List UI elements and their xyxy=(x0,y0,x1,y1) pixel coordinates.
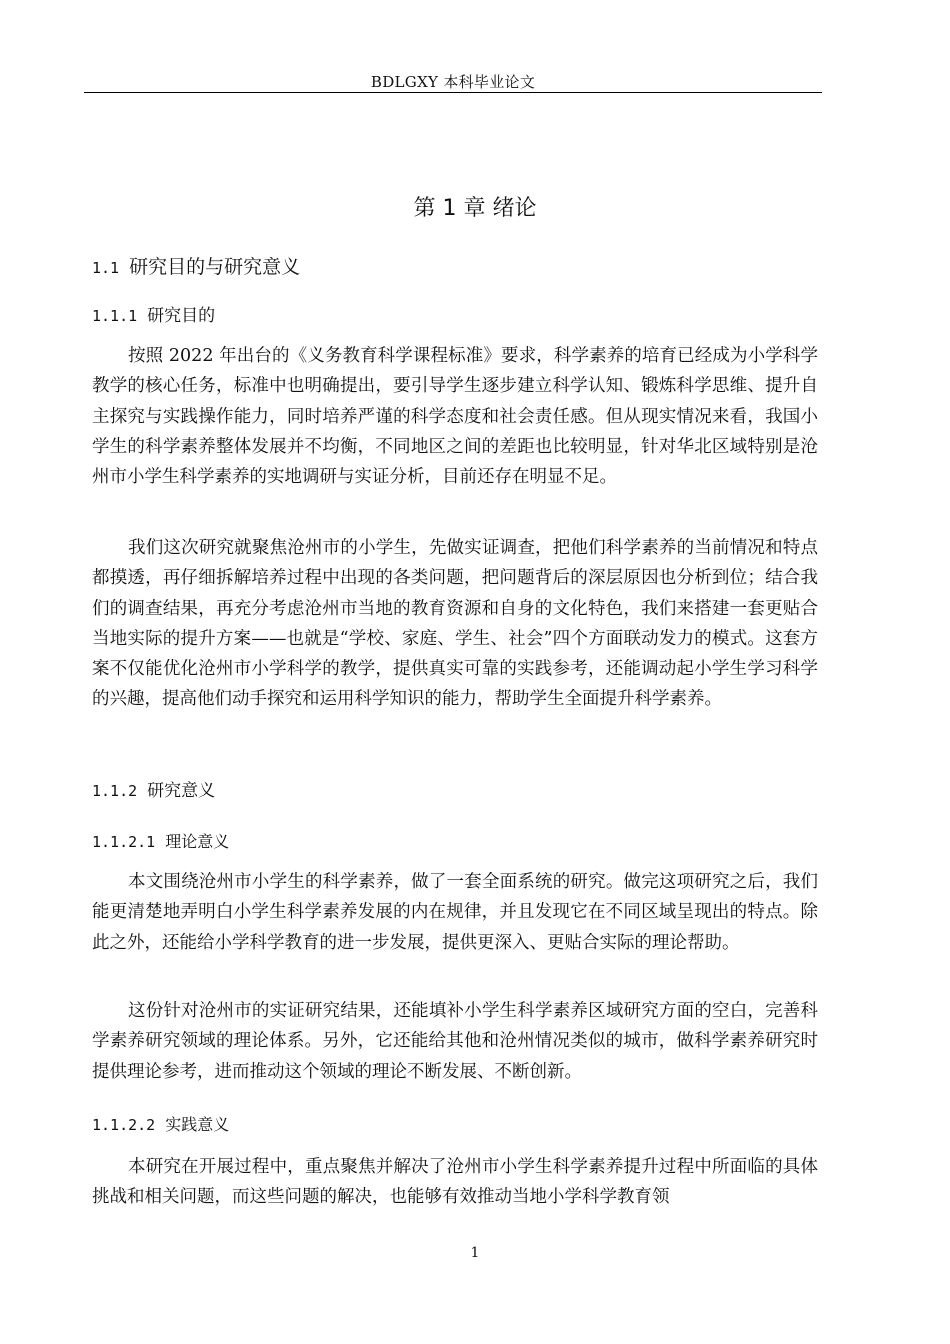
paragraph-theory-1: 本文围绕沧州市小学生的科学素养，做了一套全面系统的研究。做完这项研究之后，我们能更清楚地弄明白小学生科学素养发展的内在规律，并且发现它在不同区域呈现出的特点。除此之外，还能给小学科学教育的进一步发展，提供更深入、更贴合实际的理论帮助。 xyxy=(92,872,818,953)
paragraph-purpose-2: 我们这次研究就聚焦沧州市的小学生，先做实证调查，把他们科学素养的当前情况和特点都摸透，再仔细拆解培养过程中出现的各类问题，把问题背后的深层原因也分析到位；结合我们的调查结果，再充分考虑沧州市当地的教育资源和自身的文化特色，我们来搭建一套更贴合当地实际的提升方案——也就是“学校、家庭、学生、社会”四个方面联动发力的模式。这套方案不仅能优化沧州市小学科学的教学，提供真实可靠的实践参考，还能调动起小学生学习科学的兴趣，提高他们动手探究和运用科学知识的能力，帮助学生全面提升科学素养。 xyxy=(92,538,818,710)
section-title: 研究目的与研究意义 xyxy=(129,256,301,278)
section-number: 1.1.2.2 xyxy=(92,1116,156,1134)
paragraph-purpose-1: 按照 2022 年出台的《义务教育科学课程标准》要求，科学素养的培育已经成为小学科学教学的核心任务，标准中也明确提出，要引导学生逐步建立科学认知、锻炼科学思维、提升自主探究与实践操作能力，同时培养严谨的科学态度和社会责任感。但从现实情况来看，我国小学生的科学素养整体发展并不均衡，不同地区之间的差距也比较明显，针对华北区域特别是沧州市小学生科学素养的实地调研与实证分析，目前还存在明显不足。 xyxy=(92,346,818,488)
page-header: BDLGXY 本科毕业论文 xyxy=(370,73,536,91)
section-title: 实践意义 xyxy=(165,1115,230,1134)
section-heading-1-1-2 xyxy=(92,778,215,804)
section-number: 1.1.1 xyxy=(92,307,138,325)
section-number: 1.1 xyxy=(92,259,120,277)
section-heading-1-1-2-2 xyxy=(92,1112,229,1138)
section-heading-1-1-2-1 xyxy=(92,829,229,855)
paragraph-practice-1: 本研究在开展过程中，重点聚焦并解决了沧州市小学生科学素养提升过程中所面临的具体挑战和相关问题，而这些问题的解决，也能够有效推动当地小学科学教育领 xyxy=(92,1157,818,1208)
paragraph-theory-2: 这份针对沧州市的实证研究结果，还能填补小学生科学素养区域研究方面的空白，完善科学素养研究领域的理论体系。另外，它还能给其他和沧州情况类似的城市，做科学素养研究时提供理论参考，进而推动这个领域的理论不断发展、不断创新。 xyxy=(92,1001,818,1082)
section-number: 1.1.2.1 xyxy=(92,833,156,851)
page-number: 1 xyxy=(470,1245,480,1261)
section-heading-1-1 xyxy=(92,253,300,282)
section-number: 1.1.2 xyxy=(92,782,138,800)
chapter-title: 第 1 章 绪论 xyxy=(413,195,537,221)
section-heading-1-1-1 xyxy=(92,303,215,329)
section-title: 研究意义 xyxy=(147,781,216,801)
header-divider xyxy=(84,92,822,93)
section-title: 研究目的 xyxy=(147,306,216,326)
section-title: 理论意义 xyxy=(165,832,230,851)
